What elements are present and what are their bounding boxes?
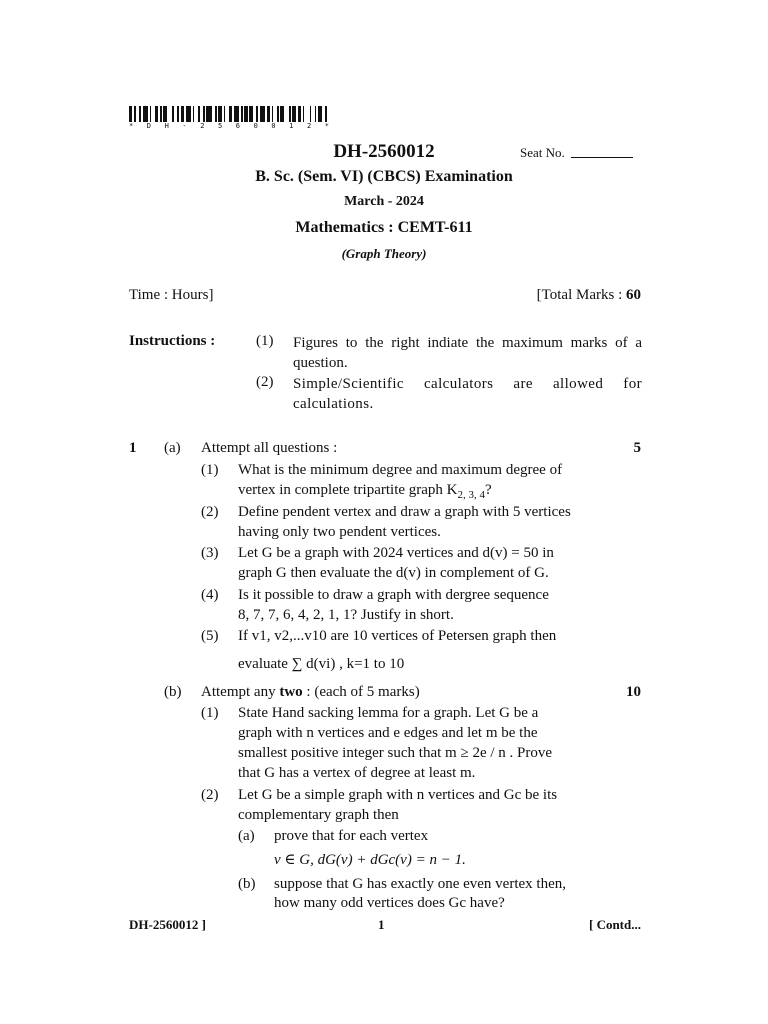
seat-label: Seat No. (520, 145, 565, 160)
exam-title: B. Sc. (Sem. VI) (CBCS) Examination (255, 168, 513, 185)
part-marks: 10 (626, 684, 641, 700)
item-line: graph G then evaluate the d(v) in complement of G. (238, 565, 549, 581)
item-line: Is it possible to draw a graph with dergree sequence (238, 587, 549, 603)
total-marks-label: [Total Marks : (536, 287, 626, 303)
barcode (129, 106, 329, 122)
time-label: Time : Hours] (129, 287, 214, 303)
barcode-char: * (129, 122, 134, 130)
paper-code: DH-2560012 (333, 141, 435, 162)
instruction-text: Figures to the right indiate the maximum marks of a question. (293, 335, 642, 371)
item-line: evaluate ∑ d(vi) , k=1 to 10 (238, 656, 405, 672)
instruction-number: (1) (256, 333, 274, 349)
subject-title: Mathematics : CEMT-611 (295, 219, 473, 236)
item-line: graph with n vertices and e edges and let m be the (238, 725, 538, 741)
item-number: (5) (201, 628, 219, 644)
item-number: (1) (201, 462, 219, 478)
item-line: that G has a vertex of degree at least m. (238, 765, 476, 781)
item-line: Let G be a graph with 2024 vertices and d(v) = 50 in (238, 545, 554, 561)
footer-continued: [ Contd... (588, 917, 641, 932)
exam-date: March - 2024 (344, 194, 424, 209)
item-line: smallest positive integer such that m ≥ 2e / n . Prove (238, 745, 553, 761)
part-marks: 5 (633, 440, 641, 456)
item-line: State Hand sacking lemma for a graph. Let G be a (238, 705, 539, 721)
item-text: vertex in complete tripartite graph K (238, 482, 458, 498)
item-text: ? (485, 482, 492, 498)
item-line: What is the minimum degree and maximum degree of (238, 462, 563, 478)
seat-number (520, 145, 633, 161)
item-number: (3) (201, 545, 219, 561)
item-line: complementary graph then (238, 807, 399, 823)
item-line: having only two pendent vertices. (238, 524, 441, 540)
part-heading-text: Attempt any (201, 684, 280, 700)
barcode-char: 0 (253, 122, 258, 130)
item-number: (4) (201, 587, 219, 603)
item-line: Define pendent vertex and draw a graph with 5 vertices (238, 504, 571, 520)
barcode-char: 0 (271, 122, 276, 130)
barcode-char: H (164, 122, 169, 130)
paper-title: (Graph Theory) (341, 246, 427, 261)
total-marks-value: 60 (626, 287, 641, 303)
item-number: (1) (201, 705, 219, 721)
part-heading-emphasis: two (279, 684, 303, 700)
barcode-char: * (324, 122, 329, 130)
barcode-char: 1 (289, 122, 294, 130)
question-number: 1 (129, 440, 137, 456)
item-line: 8, 7, 7, 6, 4, 2, 1, 1? Justify in short. (238, 607, 454, 623)
subitem-line: v ∈ G, dG(v) + dGc(v) = n − 1. (274, 852, 466, 868)
instruction-text: Simple/Scientific calculators are allowed for calculations. (293, 376, 642, 412)
subitem-label: (a) (238, 828, 255, 844)
item-number: (2) (201, 504, 219, 520)
barcode-char: 2 (306, 122, 312, 130)
part-heading (201, 682, 420, 702)
subitem-line: how many odd vertices does Gc have? (274, 895, 505, 911)
part-label: (a) (164, 440, 181, 456)
barcode-char: 2 (200, 122, 205, 130)
footer-paper-code: DH-2560012 ] (129, 917, 206, 932)
seat-blank-line (571, 157, 633, 158)
barcode-char: D (146, 122, 152, 130)
subscript: 2, 3, 4 (457, 489, 485, 501)
item-number: (2) (201, 787, 219, 803)
barcode-text (129, 122, 329, 130)
instruction-number: (2) (256, 374, 274, 390)
total-marks (537, 287, 641, 304)
barcode-bar (327, 106, 329, 122)
page-number: 1 (378, 917, 385, 932)
subitem-line: suppose that G has exactly one even vertex then, (274, 876, 566, 892)
barcode-char: 5 (217, 122, 223, 130)
subitem-label: (b) (238, 876, 256, 892)
item-line: If v1, v2,...v10 are 10 vertices of Petersen graph then (238, 628, 557, 644)
part-heading: Attempt all questions : (201, 440, 338, 456)
item-line: Let G be a simple graph with n vertices and Gc be its (238, 787, 558, 803)
instructions-label: Instructions : (129, 333, 216, 349)
subitem-line: prove that for each vertex (274, 828, 429, 844)
barcode-char: 6 (235, 122, 240, 130)
barcode-char: - (182, 122, 187, 130)
part-label: (b) (164, 684, 182, 700)
part-heading-text: : (each of 5 marks) (302, 684, 420, 700)
